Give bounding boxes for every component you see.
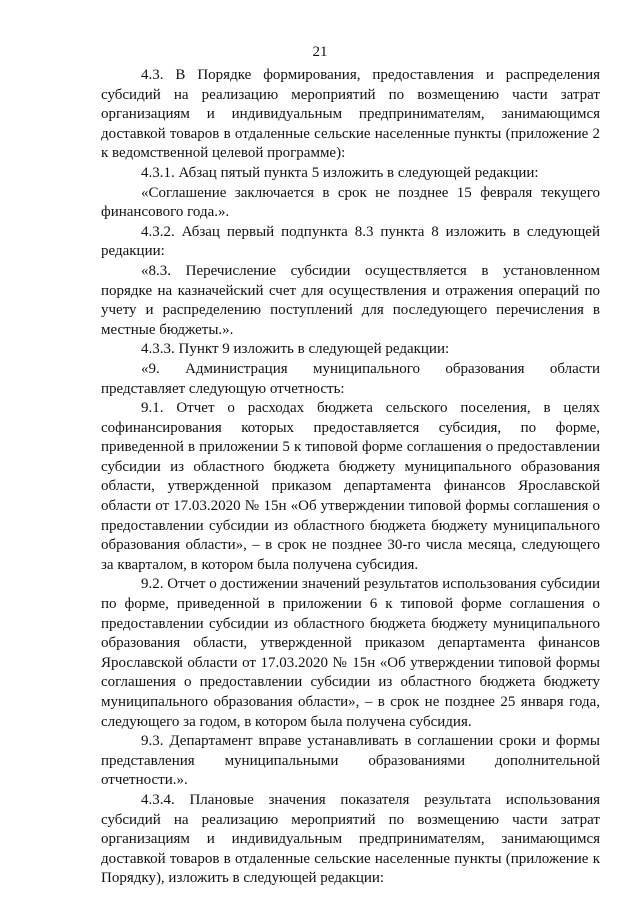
paragraph-4-3-3: 4.3.3. Пункт 9 изложить в следующей редакции: bbox=[141, 341, 450, 358]
paragraph-4-3: 4.3. В Порядке формирования, предоставления и распределения субсидий на реализацию мероприятий по возмещению части затрат организациям и индивидуальным предпринимателям, занимающимся доставкой товаров в отдаленные сельские населенные пункты (приложение 2 к ведомственной целевой программе): bbox=[101, 67, 600, 162]
paragraph-4-3-4: 4.3.4. Плановые значения показателя результата использования субсидий на реализацию мероприятий по возмещению части затрат организациям и индивидуальным предпринимателям, занимающимся доставкой товаров в отдаленные сельские населенные пункты (приложение к Порядку), изложить в следующей редакции: bbox=[101, 791, 600, 887]
paragraph-quote-8-3: «8.3. Перечисление субсидии осуществляется в установленном порядке на казначейский счет для осуществления и отражения операций по учету и распределению поступлений для последующего перечисления в местные бюджеты.». bbox=[101, 262, 600, 338]
paragraph-4-3-2: 4.3.2. Абзац первый подпункта 8.3 пункта 8 изложить в следующей редакции: bbox=[101, 223, 600, 260]
paragraph-9-1: 9.1. Отчет о расходах бюджета сельского поселения, в целях софинансирования которых предоставляется субсидия, по форме, приведенной в приложении 5 к типовой форме соглашения о предоставлении субсидии из областного бюджета бюджету муниципального образования области, утвержденной приказом департамента финансов Ярославской области от 17.03.2020 № 15н «Об утверждении типовой формы соглашения о предоставлении субсидии из областного бюджета бюджету муниципального образования области», – в срок не позднее 30-го числа месяца, следующего за кварталом, в котором была получена субсидия. bbox=[101, 400, 600, 573]
paragraph-quote-agreement: «Соглашение заключается в срок не позднее 15 февраля текущего финансового года.». bbox=[101, 184, 600, 221]
paragraph-4-3-1: 4.3.1. Абзац пятый пункта 5 изложить в следующей редакции: bbox=[141, 164, 539, 181]
paragraph-quote-9: «9. Администрация муниципального образования области представляет следующую отчетность: bbox=[101, 360, 600, 397]
paragraph-9-2: 9.2. Отчет о достижении значений результатов использования субсидии по форме, приведенной в приложении 6 к типовой форме соглашения о предоставлении субсидии из областного бюджета бюджету муниципального образования области, утвержденной приказом департамента финансов Ярославской области от 17.03.2020 № 15н «Об утверждении типовой формы соглашения о предоставлении субсидии из областного бюджета бюджету муниципального образования области», – в срок не позднее 25 января года, следующего за годом, в котором была получена субсидия. bbox=[101, 576, 600, 730]
document-body bbox=[101, 66, 600, 889]
page-number: 21 bbox=[312, 44, 328, 60]
paragraph-9-3: 9.3. Департамент вправе устанавливать в соглашении сроки и формы представления муниципальными образованиями дополнительной отчетности.». bbox=[101, 733, 600, 789]
